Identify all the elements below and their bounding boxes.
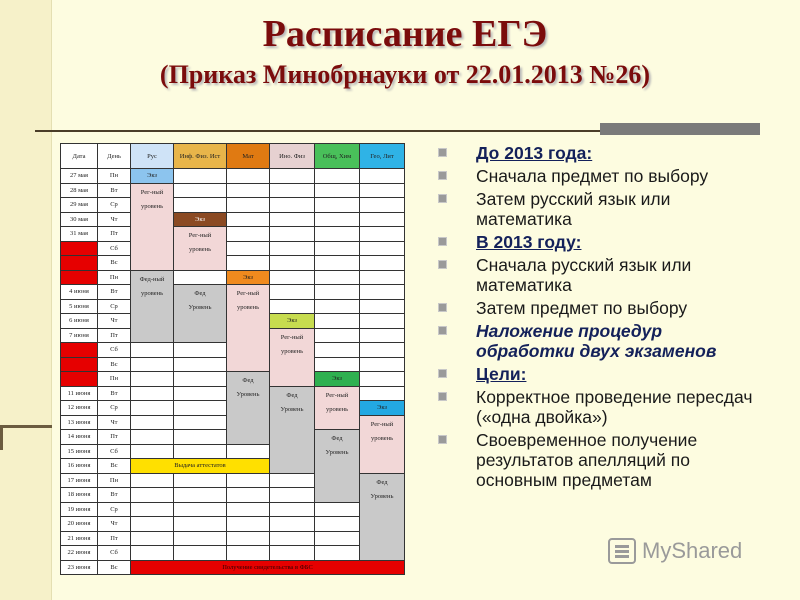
bullet-square-icon [438, 435, 447, 444]
empty-cell [174, 531, 227, 546]
day-cell: Вс [98, 357, 131, 372]
empty-cell [131, 502, 174, 517]
table-row [61, 169, 405, 184]
empty-cell [315, 531, 360, 546]
date-cell: 21 июня [61, 531, 98, 546]
date-cell: 4 июня [61, 285, 98, 300]
table-header-row [61, 144, 405, 169]
empty-cell [227, 256, 270, 271]
col-header-inf: Инф. Физ. Ист [174, 144, 227, 169]
empty-cell [174, 517, 227, 532]
empty-cell [315, 357, 360, 372]
table-row [61, 560, 405, 575]
empty-cell [360, 314, 405, 329]
empty-cell [360, 343, 405, 358]
day-cell: Вт [98, 488, 131, 503]
col-header-day: День [98, 144, 131, 169]
block-label-line: Уровень [325, 449, 349, 456]
empty-cell [227, 212, 270, 227]
empty-cell [315, 212, 360, 227]
date-cell: 16 июня [61, 459, 98, 474]
rus-fed-block [131, 270, 174, 343]
empty-cell [131, 386, 174, 401]
bullet-square-icon [438, 303, 447, 312]
date-cell: 2 июня [61, 256, 98, 271]
empty-cell [131, 531, 174, 546]
empty-cell [360, 386, 405, 401]
table-row [61, 502, 405, 517]
date-cell: 13 июня [61, 415, 98, 430]
date-cell: 7 июня [61, 328, 98, 343]
myshared-watermark [608, 538, 742, 564]
empty-cell [174, 198, 227, 213]
empty-cell [131, 415, 174, 430]
table-row [61, 285, 405, 300]
block-label-line: Фед [376, 478, 388, 486]
col-header-mat: Мат [227, 144, 270, 169]
bullet-list [438, 143, 758, 493]
day-cell: Вт [98, 183, 131, 198]
empty-cell [174, 372, 227, 387]
empty-cell [315, 183, 360, 198]
empty-cell [227, 227, 270, 242]
empty-cell [174, 546, 227, 561]
day-cell: Ср [98, 198, 131, 213]
table-row [61, 517, 405, 532]
bullet-text: Цели: [476, 364, 527, 384]
empty-cell [315, 241, 360, 256]
date-cell: 5 июня [61, 299, 98, 314]
date-cell: 8 июня [61, 343, 98, 358]
empty-cell [360, 169, 405, 184]
empty-cell [174, 415, 227, 430]
block-label-line: Рег-ный [188, 232, 212, 239]
table-row [61, 198, 405, 213]
empty-cell [227, 488, 270, 503]
empty-cell [131, 357, 174, 372]
date-cell: 11 июня [61, 386, 98, 401]
date-cell: 12 июня [61, 401, 98, 416]
bullet-square-icon [438, 148, 447, 157]
table-row [61, 531, 405, 546]
attestat-bar: Выдача аттестатов [131, 459, 270, 474]
empty-cell [360, 357, 405, 372]
empty-cell [227, 183, 270, 198]
col-header-geo: Гео, Лит [360, 144, 405, 169]
title-rule-box [600, 123, 760, 135]
day-cell: Вт [98, 285, 131, 300]
empty-cell [270, 502, 315, 517]
date-cell: 29 мая [61, 198, 98, 213]
empty-cell [131, 430, 174, 445]
bullet-text: Корректное проведение пересдач («одна двойка») [476, 387, 753, 427]
mat-reg-block [227, 285, 270, 372]
bullet-text: В 2013 году: [476, 232, 582, 252]
empty-cell [131, 488, 174, 503]
col-header-ino: Ино. Физ [270, 144, 315, 169]
date-cell: 19 июня [61, 502, 98, 517]
block-label-line: Рег-ный [280, 333, 304, 341]
bullet-square-icon [438, 369, 447, 378]
empty-cell [131, 473, 174, 488]
date-cell: 10 июня [61, 372, 98, 387]
geo-fed-block [360, 473, 405, 560]
bullet-item [438, 430, 758, 490]
obs-ekz: Экз [315, 372, 360, 387]
date-cell: 17 июня [61, 473, 98, 488]
block-label-line: уровень [188, 246, 212, 253]
obs-reg-block [315, 386, 360, 430]
empty-cell [227, 517, 270, 532]
block-label-line: Фед [194, 290, 206, 297]
exam-schedule-table [60, 143, 405, 575]
empty-cell [174, 473, 227, 488]
inf-reg-block [174, 227, 227, 271]
mat-ekz: Экз [227, 270, 270, 285]
empty-cell [315, 299, 360, 314]
bullet-item [438, 143, 758, 163]
day-cell: Пн [98, 270, 131, 285]
empty-cell [315, 546, 360, 561]
bullet-text: Сначала предмет по выбору [476, 166, 709, 186]
empty-cell [360, 299, 405, 314]
geo-ekz: Экз [360, 401, 405, 416]
empty-cell [227, 169, 270, 184]
empty-cell [270, 473, 315, 488]
ino-ekz: Экз [270, 314, 315, 329]
empty-cell [227, 531, 270, 546]
block-label-line: Фед [331, 435, 343, 442]
left-decor-line [0, 425, 52, 428]
slide-title: Расписание ЕГЭ [262, 13, 548, 55]
empty-cell [270, 517, 315, 532]
day-cell: Сб [98, 343, 131, 358]
rus-ekz: Экз [131, 169, 174, 184]
date-cell: 22 июня [61, 546, 98, 561]
empty-cell [227, 546, 270, 561]
bullet-square-icon [438, 260, 447, 269]
bullet-item [438, 255, 758, 295]
day-cell: Ср [98, 401, 131, 416]
col-header-obs: Общ, Хим [315, 144, 360, 169]
empty-cell [131, 546, 174, 561]
empty-cell [227, 444, 270, 459]
empty-cell [270, 256, 315, 271]
day-cell: Чт [98, 517, 131, 532]
day-cell: Пт [98, 531, 131, 546]
day-cell: Вс [98, 560, 131, 575]
empty-cell [270, 183, 315, 198]
empty-cell [315, 198, 360, 213]
date-cell: 28 мая [61, 183, 98, 198]
empty-cell [131, 517, 174, 532]
empty-cell [270, 270, 315, 285]
block-label-line: Рег-ный [236, 290, 260, 297]
bullet-item [438, 189, 758, 229]
date-cell: 6 июня [61, 314, 98, 329]
empty-cell [270, 299, 315, 314]
day-cell: Чт [98, 415, 131, 430]
empty-cell [360, 328, 405, 343]
empty-cell [270, 546, 315, 561]
slide-subtitle: (Приказ Минобрнауки от 22.01.2013 №26) [159, 60, 651, 89]
empty-cell [360, 256, 405, 271]
block-label-line: уровень [140, 202, 164, 210]
day-cell: Пн [98, 473, 131, 488]
empty-cell [315, 169, 360, 184]
table-row [61, 256, 405, 271]
bullet-item [438, 232, 758, 252]
day-cell: Чт [98, 314, 131, 329]
empty-cell [174, 444, 227, 459]
bullet-text: Своевременное получение результатов апелляций по основным предметам [476, 430, 698, 490]
col-header-date: Дата [61, 144, 98, 169]
brand-name: MyShared [642, 538, 743, 563]
date-cell: 23 июня [61, 560, 98, 575]
block-label-line: Фед [286, 391, 298, 399]
empty-cell [315, 270, 360, 285]
date-cell: 30 мая [61, 212, 98, 227]
obs-fed-block [315, 430, 360, 503]
bullet-square-icon [438, 237, 447, 246]
bullet-item [438, 298, 758, 318]
block-label-line: Уровень [280, 405, 304, 413]
empty-cell [360, 285, 405, 300]
empty-cell [360, 227, 405, 242]
bullet-square-icon [438, 171, 447, 180]
bullet-square-icon [438, 326, 447, 335]
day-cell: Ср [98, 299, 131, 314]
bullet-text: До 2013 года: [476, 143, 593, 163]
inf-fed-block [174, 285, 227, 343]
bullet-text: Затем русский язык или математика [476, 189, 671, 229]
day-cell: Пт [98, 328, 131, 343]
table-row [61, 372, 405, 387]
date-cell: 9 июня [61, 357, 98, 372]
date-cell: 15 июня [61, 444, 98, 459]
table-row [61, 183, 405, 198]
myshared-logo-icon [608, 538, 636, 564]
date-cell: 1 июня [61, 241, 98, 256]
empty-cell [174, 386, 227, 401]
day-cell: Вт [98, 386, 131, 401]
bullet-item [438, 387, 758, 427]
block-label-line: Уровень [370, 492, 394, 500]
bullet-text: Наложение процедур обработки двух экзаменов [476, 321, 717, 361]
empty-cell [315, 517, 360, 532]
bullet-text: Сначала русский язык или математика [476, 255, 692, 295]
empty-cell [360, 198, 405, 213]
bullet-item [438, 321, 758, 361]
empty-cell [270, 531, 315, 546]
empty-cell [270, 212, 315, 227]
table-row [61, 227, 405, 242]
empty-cell [227, 502, 270, 517]
day-cell: Вс [98, 459, 131, 474]
empty-cell [131, 343, 174, 358]
empty-cell [360, 183, 405, 198]
day-cell: Чт [98, 212, 131, 227]
empty-cell [270, 198, 315, 213]
empty-cell [270, 285, 315, 300]
bullet-item [438, 364, 758, 384]
ino-reg-block [270, 328, 315, 386]
bullet-item [438, 166, 758, 186]
block-label-line: Уровень [188, 304, 212, 311]
block-label-line: уровень [236, 304, 260, 311]
block-label-line: Уровень [236, 391, 260, 398]
bullet-text: Затем предмет по выбору [476, 298, 688, 318]
empty-cell [174, 343, 227, 358]
date-cell: 3 июня [61, 270, 98, 285]
empty-cell [315, 343, 360, 358]
table-row [61, 212, 405, 227]
empty-cell [174, 183, 227, 198]
day-cell: Пт [98, 227, 131, 242]
empty-cell [270, 169, 315, 184]
empty-cell [174, 502, 227, 517]
ino-fed-block [270, 386, 315, 473]
day-cell: Пн [98, 169, 131, 184]
table-row [61, 241, 405, 256]
table-row [61, 546, 405, 561]
day-cell: Сб [98, 546, 131, 561]
day-cell: Сб [98, 444, 131, 459]
block-label-line: уровень [140, 289, 164, 297]
empty-cell [227, 473, 270, 488]
geo-reg-block [360, 415, 405, 473]
empty-cell [315, 285, 360, 300]
block-label-line: Рег-ный [325, 391, 349, 399]
date-cell: 20 июня [61, 517, 98, 532]
empty-cell [174, 430, 227, 445]
empty-cell [174, 169, 227, 184]
empty-cell [360, 372, 405, 387]
block-label-line: уровень [325, 405, 349, 413]
bullet-square-icon [438, 194, 447, 203]
empty-cell [315, 502, 360, 517]
block-label-line: уровень [370, 434, 394, 442]
bullet-square-icon [438, 392, 447, 401]
day-cell: Пт [98, 430, 131, 445]
empty-cell [270, 227, 315, 242]
empty-cell [315, 256, 360, 271]
empty-cell [131, 401, 174, 416]
empty-cell [360, 241, 405, 256]
empty-cell [270, 241, 315, 256]
date-cell: 27 мая [61, 169, 98, 184]
block-label-line: Фед-ный [139, 275, 165, 283]
day-cell: Ср [98, 502, 131, 517]
day-cell: Сб [98, 241, 131, 256]
empty-cell [131, 372, 174, 387]
empty-cell [174, 357, 227, 372]
left-decor-nub [0, 428, 3, 450]
empty-cell [174, 401, 227, 416]
left-decor-bar [0, 0, 52, 600]
block-label-line: Рег-ный [370, 420, 394, 428]
day-cell: Вс [98, 256, 131, 271]
rus-reg-block [131, 183, 174, 270]
mat-fed-block [227, 372, 270, 445]
empty-cell [131, 444, 174, 459]
empty-cell [360, 212, 405, 227]
empty-cell [227, 198, 270, 213]
empty-cell [315, 227, 360, 242]
empty-cell [174, 270, 227, 285]
date-cell: 14 июня [61, 430, 98, 445]
block-label-line: Фед [242, 377, 254, 384]
empty-cell [270, 488, 315, 503]
fbs-bar: Получение свидетельства в ФБС [131, 560, 405, 575]
empty-cell [315, 328, 360, 343]
empty-cell [315, 314, 360, 329]
empty-cell [227, 241, 270, 256]
block-label-line: уровень [280, 347, 304, 355]
date-cell: 18 июня [61, 488, 98, 503]
inf-ekz: Экз [174, 212, 227, 227]
day-cell: Пн [98, 372, 131, 387]
col-header-rus: Рус [131, 144, 174, 169]
empty-cell [174, 488, 227, 503]
empty-cell [360, 270, 405, 285]
table-row [61, 270, 405, 285]
date-cell: 31 мая [61, 227, 98, 242]
block-label-line: Рег-ный [140, 188, 164, 196]
